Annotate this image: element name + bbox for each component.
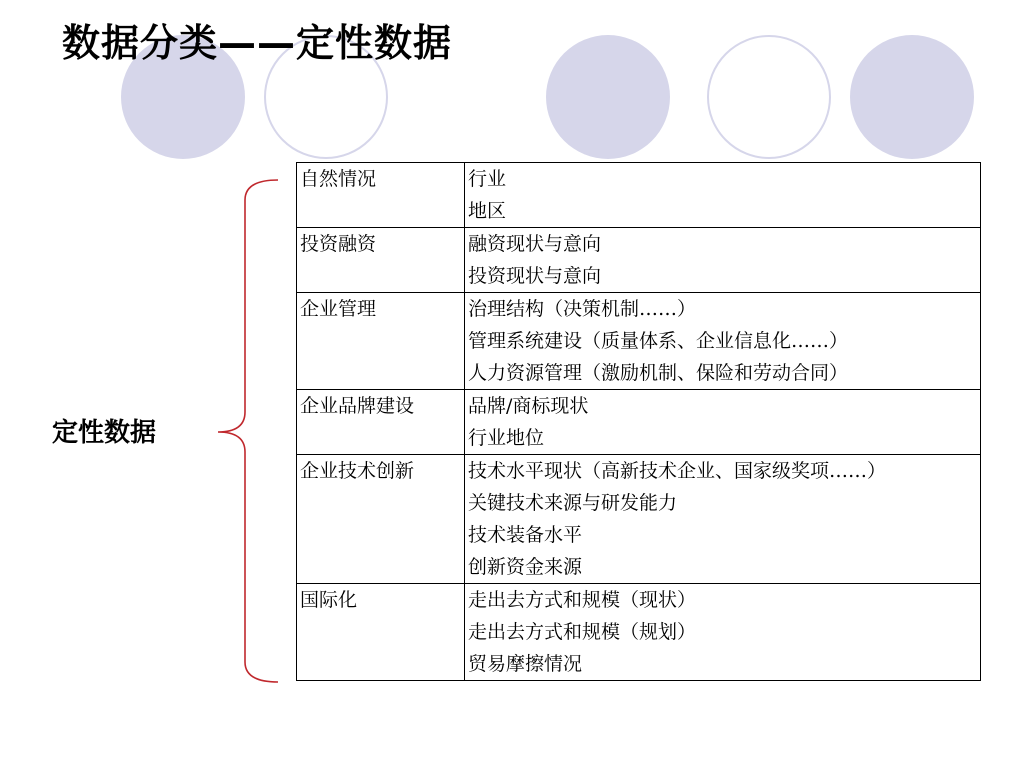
items-cell [465,163,981,228]
decor-circle-5 [850,35,974,159]
side-label: 定性数据 [52,418,157,448]
category-cell: 投资融资 [297,228,465,293]
items-cell [465,390,981,455]
item-line: 创新资金来源 [468,556,583,578]
item-line: 治理结构（决策机制……） [468,298,697,320]
table-row [297,293,981,390]
table-row [297,390,981,455]
qualitative-data-table [296,162,981,681]
item-line: 融资现状与意向 [468,233,602,255]
item-line: 地区 [468,200,507,222]
category-cell: 企业管理 [297,293,465,390]
table-row [297,584,981,681]
items-cell [465,293,981,390]
category-cell: 企业品牌建设 [297,390,465,455]
item-line: 行业 [468,168,507,190]
item-line: 行业地位 [468,427,545,449]
item-line: 走出去方式和规模（规划） [468,621,697,643]
item-line: 人力资源管理（激励机制、保险和劳动合同） [468,362,849,384]
items-cell [465,228,981,293]
item-line: 关键技术来源与研发能力 [468,492,678,514]
category-cell: 国际化 [297,584,465,681]
table-row [297,163,981,228]
decor-circle-3 [546,35,670,159]
slide-title: 数据分类——定性数据 [62,21,453,65]
item-line: 品牌/商标现状 [468,395,589,417]
item-line: 走出去方式和规模（现状） [468,589,697,611]
table-row [297,455,981,584]
category-cell: 自然情况 [297,163,465,228]
curly-brace [0,0,300,700]
category-cell: 企业技术创新 [297,455,465,584]
items-cell [465,584,981,681]
brace-path [218,180,278,682]
items-cell [465,455,981,584]
item-line: 技术装备水平 [468,524,583,546]
item-line: 投资现状与意向 [468,265,602,287]
table-row [297,228,981,293]
item-line: 技术水平现状（高新技术企业、国家级奖项……） [468,460,887,482]
decor-circle-4 [707,35,831,159]
item-line: 管理系统建设（质量体系、企业信息化……） [468,330,849,352]
table-body [297,163,981,681]
item-line: 贸易摩擦情况 [468,653,583,675]
